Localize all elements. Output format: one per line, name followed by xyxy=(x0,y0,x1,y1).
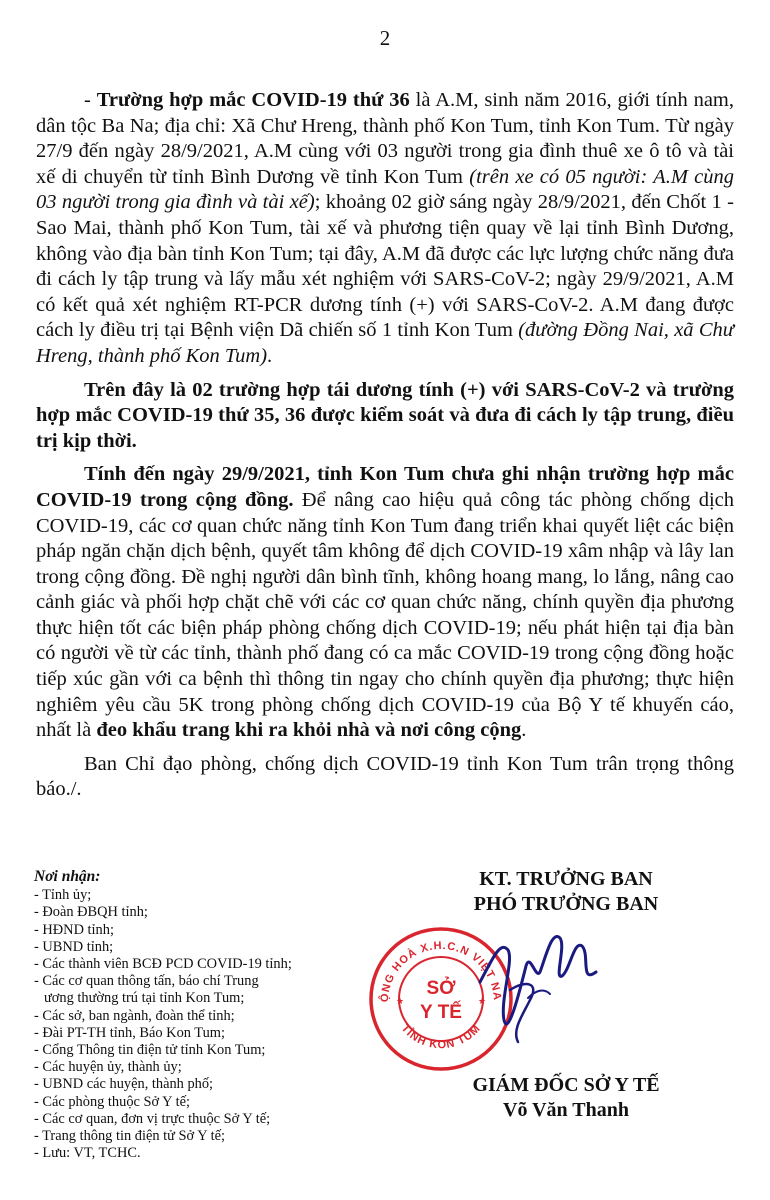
bullet: - xyxy=(84,89,97,111)
recipient-item: - Các huyện ủy, thành ủy; xyxy=(34,1059,182,1076)
document-body xyxy=(36,88,734,811)
signature-line-1: KT. TRƯỞNG BAN xyxy=(479,868,653,890)
paragraph-summary xyxy=(36,378,734,455)
recipient-item: - Cổng Thông tin điện tử tỉnh Kon Tum; xyxy=(34,1042,266,1059)
recipient-item: - Lưu: VT, TCHC. xyxy=(34,1145,141,1162)
recommendation-lead: Tính đến ngày 29/9/2021, tỉnh Kon Tum chưa ghi nhận trường hợp mắc COVID-19 trong cộng đồng. xyxy=(36,463,734,511)
page-number: 2 xyxy=(379,26,391,50)
recommendation-text-b: . xyxy=(521,719,527,742)
recipient-item: - HĐND tỉnh; xyxy=(34,921,114,938)
recipient-item: - UBND các huyện, thành phố; xyxy=(34,1076,214,1093)
handwritten-signature xyxy=(470,920,610,1050)
recipient-item: ương thường trú tại tỉnh Kon Tum; xyxy=(44,990,245,1007)
recipients-title: Nơi nhận: xyxy=(34,868,101,885)
paragraph-case-36 xyxy=(36,88,734,370)
recipient-item: - Đài PT-TH tỉnh, Báo Kon Tum; xyxy=(34,1024,225,1041)
recipient-item: - UBND tỉnh; xyxy=(34,938,114,955)
recipient-item: - Trang thông tin điện tử Sở Y tế; xyxy=(34,1128,226,1145)
recipient-item: - Các phòng thuộc Sở Y tế; xyxy=(34,1093,191,1110)
stamp-star-right-icon: ★ xyxy=(478,997,487,1007)
recipient-item: - Các cơ quan, đơn vị trực thuộc Sở Y tế; xyxy=(34,1110,271,1127)
paragraph-recommendation xyxy=(36,462,734,744)
case-36-hospital-address: (đường Đồng Nai, xã Chư Hreng, thành phố Kon Tum) xyxy=(36,319,734,367)
recipient-item: - Các cơ quan thông tấn, báo chí Trung xyxy=(34,973,259,990)
mask-advice: đeo khẩu trang khi ra khỏi nhà và nơi công cộng xyxy=(96,719,522,742)
stamp-star-left-icon: ★ xyxy=(396,997,405,1007)
recommendation-text-a: Để nâng cao hiệu quả công tác phòng chống dịch COVID-19, các cơ quan chức năng tỉnh Kon Tum đang triển khai quyết liệt các biện pháp ngăn chặn dịch bệnh, quyết tâm không để dịch COVID-19 xâm nhập và lây lan trong cộng đồng. Đề nghị người dân bình tĩnh, không hoang mang, lo lắng, nâng cao cảnh giác và phối hợp chặt chẽ với các cơ quan chức năng, chính quyền địa phương thực hiện tốt các biện pháp phòng chống dịch COVID-19; nếu phát hiện tại địa bàn có người về từ các tỉnh, thành phố đang có ca mắc COVID-19 trong cộng đồng hoặc tiếp xúc gần với ca bệnh thì thông tin ngay cho chính quyền địa phương; thực hiện nghiêm yêu cầu 5K trong phòng chống dịch COVID-19 của Bộ Y tế khuyến cáo, nhất là xyxy=(36,488,735,742)
case-36-text-c: . xyxy=(267,344,273,367)
case-36-text-a: là A.M, sinh năm 2016, giới tính nam, dân tộc Ba Na; địa chỉ: Xã Chư Hreng, thành phố Kon Tum, tỉnh Kon Tum. Từ ngày 27/9 đến ngày 28/9/2021, A.M cùng với 03 người trong gia đình thuê xe ô tô và tài xế di chuyển từ tỉnh Bình Dương về tỉnh Kon Tum xyxy=(36,89,735,188)
signature-header xyxy=(404,867,728,917)
stamp-outer-text: ỘNG HOÀ X.H.C.N VIỆT NA xyxy=(378,939,504,1003)
recipient-item: - Các thành viên BCĐ PCD COVID-19 tỉnh; xyxy=(34,956,292,973)
recipient-item: - Tỉnh ủy; xyxy=(34,887,92,904)
paragraph-closing: Ban Chỉ đạo phòng, chống dịch COVID-19 tỉnh Kon Tum trân trọng thông báo./. xyxy=(36,752,734,801)
stamp-bottom-text: TỈNH KON TUM xyxy=(398,1022,484,1052)
stamp-center-line-1: SỞ xyxy=(426,978,456,999)
signature-line-2: PHÓ TRƯỞNG BAN xyxy=(473,893,659,915)
signer-title: GIÁM ĐỐC SỞ Y TẾ xyxy=(472,1074,660,1096)
recipients-block xyxy=(34,868,364,1162)
case-36-vehicle-note: (trên xe có 05 người: A.M cùng 03 người trong gia đình và tài xế) xyxy=(36,165,734,214)
case-36-heading: Trường hợp mắc COVID-19 thứ 36 xyxy=(96,89,410,111)
stamp-center-line-2: Y TẾ xyxy=(420,1002,462,1023)
case-36-text-b: ; khoảng 02 giờ sáng ngày 28/9/2021, đến Chốt 1 - Sao Mai, thành phố Kon Tum, tài xế và phương tiện quay về lại tỉnh Bình Dương, không vào địa bàn tỉnh Kon Tum; tại đây, A.M đã được các lực lượng chức năng đưa đi cách ly tập trung và lấy mẫu xét nghiệm với SARS-CoV-2; ngày 29/9/2021, A.M có kết quả xét nghiệm RT-PCR dương tính (+) với SARS-CoV-2. A.M đang được cách ly điều trị tại Bệnh viện Dã chiến số 1 tỉnh Kon Tum xyxy=(36,191,734,342)
recipient-item: - Đoàn ĐBQH tỉnh; xyxy=(34,904,148,921)
recipient-item: - Các sở, ban ngành, đoàn thể tỉnh; xyxy=(34,1007,235,1024)
signer-name: Võ Văn Thanh xyxy=(503,1099,629,1121)
signature-scribble-icon xyxy=(470,920,610,1050)
summary-bold: Trên đây là 02 trường hợp tái dương tính (+) với SARS-CoV-2 và trường hợp mắc COVID-19 thứ 35, 36 được kiểm soát và đưa đi cách ly tập trung, điều trị kịp thời. xyxy=(36,378,734,452)
